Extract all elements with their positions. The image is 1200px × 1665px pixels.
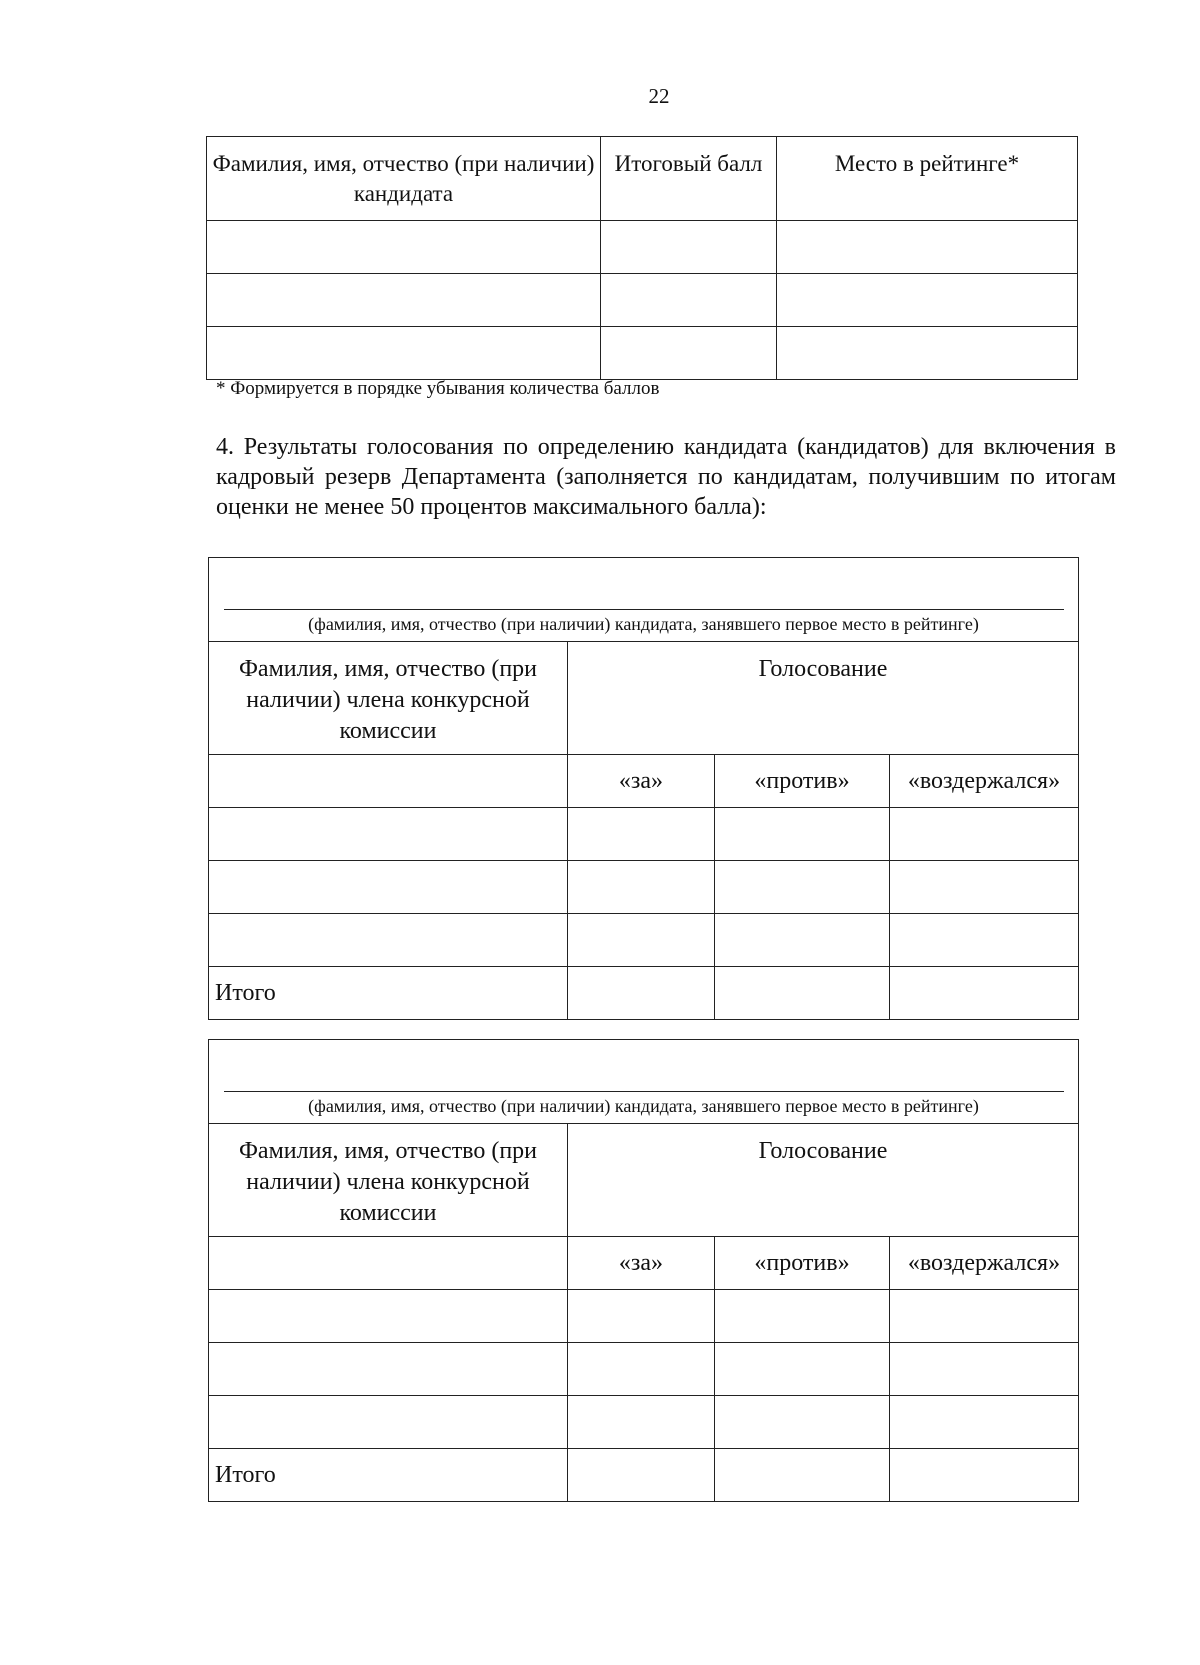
total-label: Итого xyxy=(209,1449,568,1502)
header-rank: Место в рейтинге* xyxy=(777,137,1078,221)
cell-rank[interactable] xyxy=(777,327,1078,380)
cell-abstained[interactable] xyxy=(890,861,1079,914)
cell-member-name[interactable] xyxy=(209,914,568,967)
cell-abstained[interactable] xyxy=(890,914,1079,967)
cell-candidate-name[interactable] xyxy=(207,221,601,274)
total-row xyxy=(209,967,1079,1020)
page-number: 22 xyxy=(648,84,670,108)
table-row xyxy=(209,808,1079,861)
cell-empty xyxy=(209,1237,568,1290)
table-row xyxy=(207,274,1078,327)
option-abstained: «воздержался» xyxy=(890,755,1079,808)
cell-against[interactable] xyxy=(715,1343,890,1396)
cell-member-name[interactable] xyxy=(209,1396,568,1449)
cell-total-abstained[interactable] xyxy=(890,967,1079,1020)
cell-member-name[interactable] xyxy=(209,1343,568,1396)
candidate-name-line xyxy=(224,609,1064,610)
header-candidate-name: Фамилия, имя, отчество (при наличии) кандидата xyxy=(207,137,601,221)
section-4-text: 4. Результаты голосования по определению кандидата (кандидатов) для включения в кадровый резерв Департамента (заполняется по кандидатам, получившим по итогам оценки не менее 50 процентов максимального балла): xyxy=(216,434,1116,520)
header-voting: Голосование xyxy=(568,642,1079,755)
candidate-caption: (фамилия, имя, отчество (при наличии) кандидата, занявшего первое место в рейтинге) xyxy=(308,1096,979,1116)
table-row xyxy=(209,1396,1079,1449)
table-row xyxy=(209,1290,1079,1343)
cell-for[interactable] xyxy=(568,914,715,967)
cell-member-name[interactable] xyxy=(209,808,568,861)
vote-table xyxy=(208,1039,1079,1502)
candidate-caption: (фамилия, имя, отчество (при наличии) кандидата, занявшего первое место в рейтинге) xyxy=(308,614,979,634)
table-row xyxy=(207,221,1078,274)
cell-for[interactable] xyxy=(568,1396,715,1449)
option-abstained: «воздержался» xyxy=(890,1237,1079,1290)
option-against: «против» xyxy=(715,755,890,808)
table-row xyxy=(207,327,1078,380)
cell-for[interactable] xyxy=(568,1343,715,1396)
header-voting: Голосование xyxy=(568,1124,1079,1237)
cell-total-for[interactable] xyxy=(568,1449,715,1502)
vote-table xyxy=(208,557,1079,1020)
cell-for[interactable] xyxy=(568,861,715,914)
option-for: «за» xyxy=(568,755,715,808)
header-total-score: Итоговый балл xyxy=(601,137,777,221)
cell-against[interactable] xyxy=(715,914,890,967)
cell-total-against[interactable] xyxy=(715,1449,890,1502)
table-row xyxy=(209,1343,1079,1396)
table-row xyxy=(209,914,1079,967)
cell-member-name[interactable] xyxy=(209,1290,568,1343)
option-against: «против» xyxy=(715,1237,890,1290)
rating-table xyxy=(206,136,1078,380)
cell-against[interactable] xyxy=(715,808,890,861)
cell-rank[interactable] xyxy=(777,274,1078,327)
candidate-name-line xyxy=(224,1091,1064,1092)
cell-abstained[interactable] xyxy=(890,1396,1079,1449)
cell-abstained[interactable] xyxy=(890,808,1079,861)
cell-empty xyxy=(209,755,568,808)
header-member-name: Фамилия, имя, отчество (при наличии) члена конкурсной комиссии xyxy=(209,1124,568,1237)
cell-candidate-name[interactable] xyxy=(207,327,601,380)
cell-against[interactable] xyxy=(715,1290,890,1343)
total-row xyxy=(209,1449,1079,1502)
table-row xyxy=(209,861,1079,914)
cell-total-score[interactable] xyxy=(601,221,777,274)
cell-abstained[interactable] xyxy=(890,1343,1079,1396)
cell-abstained[interactable] xyxy=(890,1290,1079,1343)
cell-candidate-name[interactable] xyxy=(207,274,601,327)
cell-for[interactable] xyxy=(568,1290,715,1343)
cell-total-for[interactable] xyxy=(568,967,715,1020)
candidate-field[interactable] xyxy=(209,558,1079,642)
header-member-name: Фамилия, имя, отчество (при наличии) члена конкурсной комиссии xyxy=(209,642,568,755)
candidate-field[interactable] xyxy=(209,1040,1079,1124)
footnote: * Формируется в порядке убывания количества баллов xyxy=(216,378,660,399)
cell-against[interactable] xyxy=(715,861,890,914)
cell-rank[interactable] xyxy=(777,221,1078,274)
cell-member-name[interactable] xyxy=(209,861,568,914)
cell-for[interactable] xyxy=(568,808,715,861)
cell-total-score[interactable] xyxy=(601,274,777,327)
cell-total-against[interactable] xyxy=(715,967,890,1020)
cell-against[interactable] xyxy=(715,1396,890,1449)
total-label: Итого xyxy=(209,967,568,1020)
option-for: «за» xyxy=(568,1237,715,1290)
cell-total-score[interactable] xyxy=(601,327,777,380)
cell-total-abstained[interactable] xyxy=(890,1449,1079,1502)
